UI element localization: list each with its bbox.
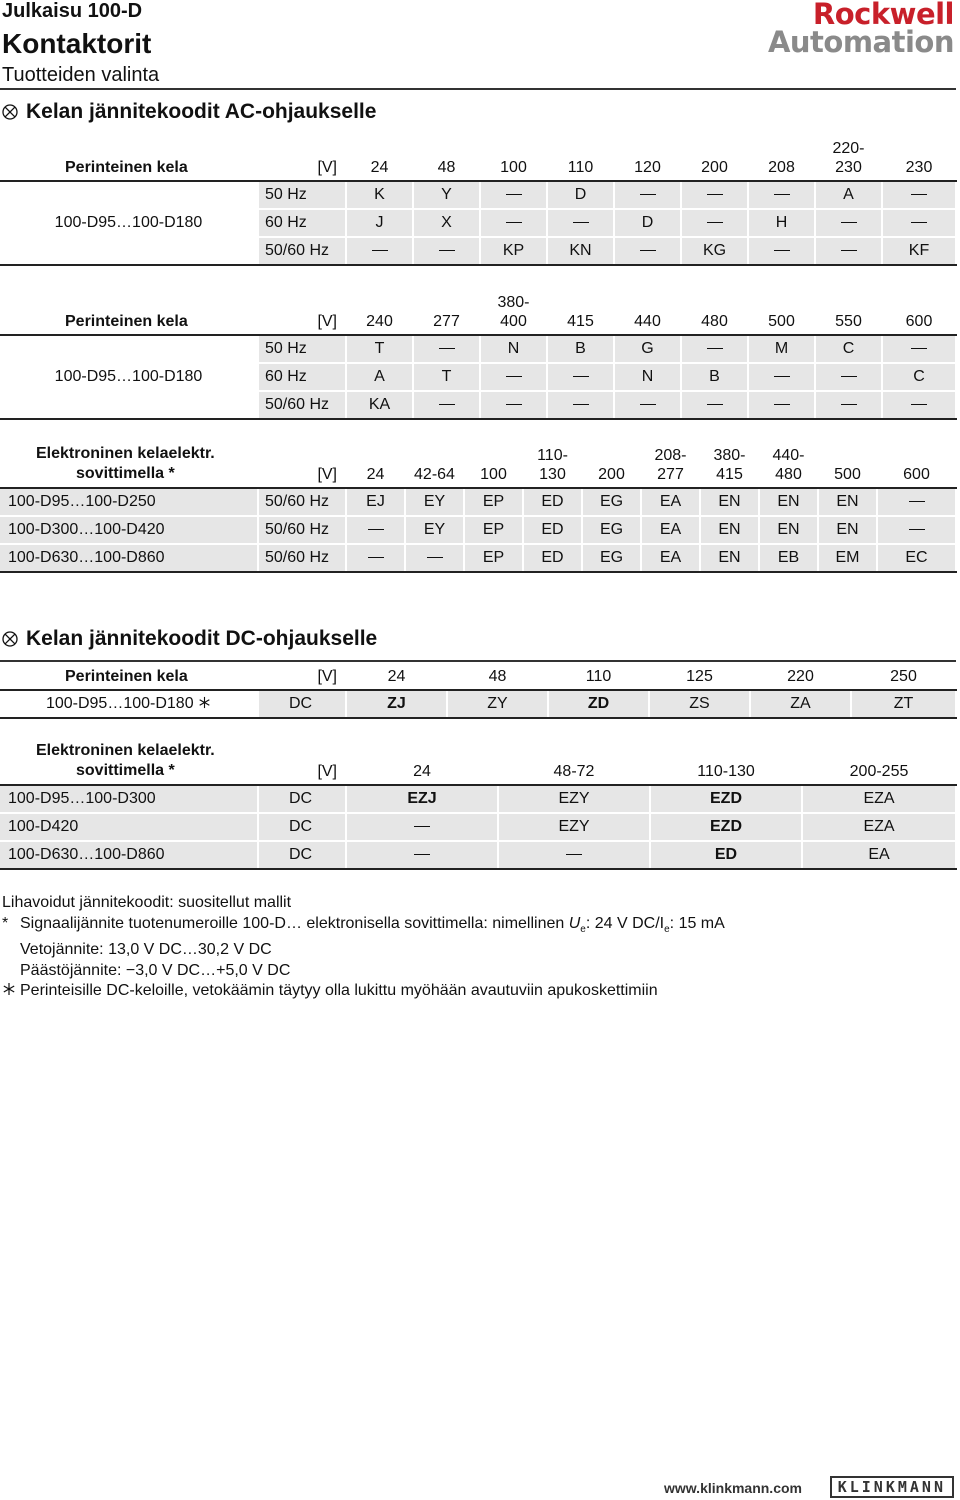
voltage-header: 480 [681,287,748,335]
coil-code: A [815,181,882,209]
model-range: 100-D95…100-D180 [0,335,258,419]
frequency-cell: 50 Hz [258,181,346,209]
coil-code: D [614,209,681,237]
coil-code [498,841,650,869]
coil-code: EZY [498,785,650,813]
dash-icon [573,404,589,405]
coil-code: EP [464,516,523,544]
coil-code [877,516,956,544]
coil-code [882,391,956,419]
voltage-header: 208- 277 [641,440,700,488]
dash-icon [841,250,857,251]
coil-code: EZA [802,785,956,813]
dash-icon [911,348,927,349]
dash-icon [841,222,857,223]
note-dc-coils [2,981,725,1002]
coil-code [748,237,815,265]
coil-code [748,181,815,209]
coil-code: C [815,335,882,363]
voltage-header: 110 [548,662,649,690]
unit-label: [V] [258,741,346,785]
voltage-header: 240 [346,287,413,335]
unit-label: [V] [258,287,346,335]
coil-code: N [480,335,547,363]
coil-code [882,209,956,237]
footer-url[interactable]: www.klinkmann.com [664,1480,802,1496]
coil-code: EB [759,544,818,572]
frequency-cell: 50/60 Hz [258,544,346,572]
model-range: 100-D95…100-D180 [0,690,258,718]
dash-icon [841,376,857,377]
coil-code: T [346,335,413,363]
snowflake-icon [2,982,16,996]
dash-icon [573,376,589,377]
snowflake-icon [198,696,211,709]
coil-code: EG [582,488,641,516]
dash-icon [640,194,656,195]
dash-icon [506,194,522,195]
dash-icon [774,404,790,405]
coil-code [681,335,748,363]
coil-type-label: Perinteinen kela [0,133,258,181]
dash-icon [911,404,927,405]
voltage-header: 24 [346,133,413,181]
series-label: Julkaisu 100-D [2,0,143,22]
coil-code [815,237,882,265]
logo-line-1: Rockwell [812,0,954,31]
frequency-cell: 50/60 Hz [258,516,346,544]
note-drop-out: Päästöjännite: −3,0 V DC…+5,0 V DC [20,961,291,979]
coil-type-label: Perinteinen kela [0,287,258,335]
dc-table-electronic [0,741,957,870]
coil-code [815,209,882,237]
coil-code: B [547,335,614,363]
dash-icon [774,194,790,195]
coil-code: M [748,335,815,363]
voltage-header: 125 [649,662,750,690]
dash-icon [640,250,656,251]
current-type: DC [258,785,346,813]
voltage-header: 48 [447,662,548,690]
coil-code: KP [480,237,547,265]
coil-code: EZD [650,785,802,813]
coil-code: KG [681,237,748,265]
coil-code: D [547,181,614,209]
coil-code: KN [547,237,614,265]
coil-code [614,181,681,209]
coil-code: ZT [851,690,956,718]
coil-code: EN [759,516,818,544]
note-dc-coils-text: Perinteisille DC-keloille, vetokäämin täytyy olla lukittu myöhään avautuviin apukoskettimiin [20,982,658,1000]
page-title: Kontaktorit [2,28,152,59]
voltage-header: 24 [346,440,405,488]
unit-label: [V] [258,133,346,181]
coil-code: B [681,363,748,391]
voltage-header: 230 [882,133,956,181]
coil-code: KA [346,391,413,419]
frequency-cell: 50 Hz [258,335,346,363]
voltage-header: 440 [614,287,681,335]
voltage-header: 440- 480 [759,440,818,488]
coil-code: EZA [802,813,956,841]
current-type: DC [258,813,346,841]
coil-code [681,391,748,419]
dash-icon [841,404,857,405]
coil-code: ZD [548,690,649,718]
coil-code: EP [464,488,523,516]
ue-sub: e [580,923,586,935]
coil-code [882,181,956,209]
coil-code: EG [582,544,641,572]
voltage-header: 380- 400 [480,287,547,335]
ac-table-conventional-1 [0,133,957,266]
dash-icon [707,222,723,223]
coil-code [877,488,956,516]
coil-code: N [614,363,681,391]
voltage-header: 42-64 [405,440,464,488]
unit-label: [V] [258,440,346,488]
model-range: 100-D95…100-D250 [0,488,258,516]
coil-code: ZS [649,690,750,718]
coil-type-label: Perinteinen kela [0,662,258,690]
dash-icon [909,501,925,502]
coil-code [882,335,956,363]
voltage-header: 100 [480,133,547,181]
voltage-header: 110 [547,133,614,181]
coil-code [614,391,681,419]
page-subtitle: Tuotteiden valinta [2,64,160,86]
coil-code: EN [700,544,759,572]
coil-code: EP [464,544,523,572]
voltage-header: 250 [851,662,956,690]
coil-code [346,237,413,265]
coil-code [815,391,882,419]
dash-icon [414,854,430,855]
voltage-header: 415 [547,287,614,335]
dash-icon [707,194,723,195]
dash-icon [506,376,522,377]
coil-code [681,209,748,237]
note-signal-voltage [2,914,725,941]
model-range: 100-D630…100-D860 [0,841,258,869]
coil-code: ED [523,544,582,572]
dash-icon [707,404,723,405]
frequency-cell: 50/60 Hz [258,237,346,265]
coil-type-label: Elektroninen kelaelektr. sovittimella * [0,440,258,488]
voltage-header: 277 [413,287,480,335]
coil-code [547,363,614,391]
voltage-header: 120 [614,133,681,181]
coil-code [547,391,614,419]
coil-code: EA [802,841,956,869]
coil-type-label: Elektroninen kelaelektr. sovittimella * [0,741,258,785]
model-range: 100-D300…100-D420 [0,516,258,544]
dash-icon [911,222,927,223]
coil-code: C [882,363,956,391]
voltage-header: 110-130 [650,741,802,785]
logo-line-2: Automation [767,25,954,59]
dash-icon [368,529,384,530]
dash-icon [439,404,455,405]
dash-icon [439,250,455,251]
coil-code: ED [650,841,802,869]
dash-icon [414,826,430,827]
coil-code: T [413,363,480,391]
current-type: DC [258,690,346,718]
dc-section-title [2,627,377,651]
voltage-header: 110- 130 [523,440,582,488]
voltage-header: 24 [346,662,447,690]
coil-code: EN [818,488,877,516]
coil-code: EN [700,516,759,544]
frequency-cell: 50/60 Hz [258,391,346,419]
coil-code: G [614,335,681,363]
coil-code: A [346,363,413,391]
voltage-header: 600 [882,287,956,335]
current-type: DC [258,841,346,869]
model-range: 100-D630…100-D860 [0,544,258,572]
footer-brand-logo: KLINKMANN [830,1476,954,1498]
coil-code: EY [405,516,464,544]
brand-logo [767,0,954,59]
coil-code [413,335,480,363]
coil-code: EA [641,488,700,516]
voltage-header: 100 [464,440,523,488]
voltage-header: 500 [818,440,877,488]
dash-icon [911,194,927,195]
coil-code: EC [877,544,956,572]
voltage-header: 550 [815,287,882,335]
ac-table-conventional-2 [0,287,957,420]
voltage-header: 380- 415 [700,440,759,488]
coil-code: EN [759,488,818,516]
model-range: 100-D95…100-D300 [0,785,258,813]
coil-code: EN [818,516,877,544]
note-pull-in: Vetojännite: 13,0 V DC…30,2 V DC [20,941,272,959]
notes [2,893,725,1002]
dash-icon [506,404,522,405]
coil-code: EA [641,516,700,544]
coil-code [614,237,681,265]
note-text: Signaalijännite tuotenumeroille 100-D… elektronisella sovittimella: nimellinen [20,914,569,932]
voltage-header: 48 [413,133,480,181]
coil-code: ED [523,488,582,516]
coil-code [480,391,547,419]
ac-section-title-text: Kelan jännitekoodit AC-ohjaukselle [26,100,377,123]
voltage-header: 220- 230 [815,133,882,181]
coil-code [346,813,498,841]
coil-code: H [748,209,815,237]
model-range: 100-D95…100-D180 [0,181,258,265]
voltage-header: 48-72 [498,741,650,785]
coil-code [681,181,748,209]
dash-icon [909,529,925,530]
note-text: : 15 mA [669,914,725,932]
dash-icon [439,348,455,349]
dash-icon [774,250,790,251]
ac-section-title [2,100,376,124]
note-text: : 24 V DC/I [585,914,665,932]
coil-code [413,237,480,265]
dash-icon [368,557,384,558]
circled-x-icon [2,104,18,120]
coil-code: EN [700,488,759,516]
coil-code [480,363,547,391]
coil-code: Y [413,181,480,209]
ac-table-electronic [0,440,957,573]
coil-code: EZJ [346,785,498,813]
coil-code [413,391,480,419]
frequency-cell: 50/60 Hz [258,488,346,516]
model-range: 100-D420 [0,813,258,841]
note-star: * [2,914,9,932]
coil-code [748,363,815,391]
voltage-header: 600 [877,440,956,488]
coil-code [346,841,498,869]
coil-code [346,516,405,544]
dc-table-conventional [0,662,957,719]
voltage-header: 208 [748,133,815,181]
coil-code [547,209,614,237]
coil-code: EM [818,544,877,572]
voltage-header: 200 [681,133,748,181]
coil-code [748,391,815,419]
coil-code: EA [641,544,700,572]
coil-code: EZD [650,813,802,841]
coil-code: ZY [447,690,548,718]
coil-code: ZA [750,690,851,718]
coil-code: EJ [346,488,405,516]
dash-icon [573,222,589,223]
voltage-header: 500 [748,287,815,335]
unit-label: [V] [258,662,346,690]
voltage-header: 220 [750,662,851,690]
frequency-cell: 60 Hz [258,209,346,237]
coil-code [346,544,405,572]
coil-code: ZJ [346,690,447,718]
coil-code [480,209,547,237]
coil-code [405,544,464,572]
coil-code: X [413,209,480,237]
dash-icon [640,404,656,405]
dash-icon [372,250,388,251]
dash-icon [566,854,582,855]
coil-code [815,363,882,391]
coil-code: KF [882,237,956,265]
coil-code: J [346,209,413,237]
coil-code: EG [582,516,641,544]
circled-x-icon [2,631,18,647]
dash-icon [774,376,790,377]
coil-code [480,181,547,209]
voltage-header: 200-255 [802,741,956,785]
voltage-header: 24 [346,741,498,785]
ie-sub: e [664,923,670,935]
voltage-header: 200 [582,440,641,488]
dash-icon [506,222,522,223]
dash-icon [707,348,723,349]
frequency-cell: 60 Hz [258,363,346,391]
coil-code: K [346,181,413,209]
dash-icon [427,557,443,558]
note-bold-codes: Lihavoidut jännitekoodit: suositellut mallit [2,894,292,911]
header-rule [0,88,956,90]
dc-section-title-text: Kelan jännitekoodit DC-ohjaukselle [26,627,378,650]
coil-code: EZY [498,813,650,841]
coil-code: EY [405,488,464,516]
coil-code: ED [523,516,582,544]
ue-symbol: U [568,914,581,932]
